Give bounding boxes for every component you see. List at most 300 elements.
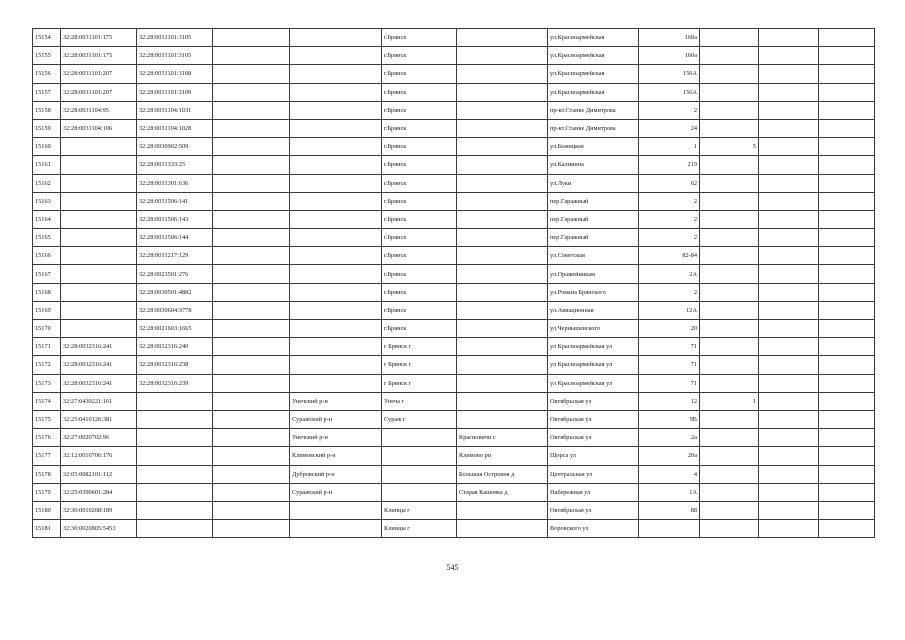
cell-row-number: 15159	[33, 119, 61, 137]
cell-settlement	[457, 410, 548, 428]
cell-settlement	[457, 229, 548, 247]
cell-row-number: 15181	[33, 520, 61, 538]
cell-column-12	[819, 192, 875, 210]
cell-building-number: 1	[700, 392, 759, 410]
cell-cadastral-number-object: 32:28:0031506:143	[137, 210, 213, 228]
cell-street: Набережная ул	[548, 483, 639, 501]
cell-settlement	[457, 520, 548, 538]
cell-column-4	[213, 301, 290, 319]
cell-city	[382, 483, 457, 501]
cell-row-number: 15156	[33, 65, 61, 83]
cell-column-11	[759, 119, 819, 137]
cell-street: пер.Гаражный	[548, 192, 639, 210]
cell-city: г Брянск г	[382, 356, 457, 374]
cell-house-number: 156А	[639, 83, 700, 101]
cell-district	[290, 356, 382, 374]
cell-column-11	[759, 156, 819, 174]
cell-row-number: 15167	[33, 265, 61, 283]
cell-city: г.Брянск	[382, 192, 457, 210]
cell-column-12	[819, 83, 875, 101]
cell-column-12	[819, 356, 875, 374]
cell-street: ул.Оражейникам	[548, 265, 639, 283]
cell-cadastral-number-object: 32:28:0030902:509	[137, 138, 213, 156]
cell-cadastral-number-object: 32:28:0031101:3109	[137, 83, 213, 101]
cell-house-number: 2	[639, 101, 700, 119]
cell-street: ул.Калинина	[548, 156, 639, 174]
cell-cadastral-number-parcel	[61, 320, 137, 338]
cell-column-4	[213, 465, 290, 483]
cell-row-number: 15168	[33, 283, 61, 301]
cell-cadastral-number-parcel: 32:05:0082101:112	[61, 465, 137, 483]
cell-column-12	[819, 320, 875, 338]
cell-district	[290, 520, 382, 538]
cell-column-12	[819, 210, 875, 228]
cell-district: Климовский р-н	[290, 447, 382, 465]
cell-city: г.Брянск	[382, 320, 457, 338]
cell-cadastral-number-object	[137, 392, 213, 410]
cell-column-12	[819, 265, 875, 283]
cell-cadastral-number-object: 32:28:0030604:3778	[137, 301, 213, 319]
cell-city: г.Брянск	[382, 47, 457, 65]
cell-column-11	[759, 410, 819, 428]
cell-column-11	[759, 29, 819, 47]
cell-row-number: 15155	[33, 47, 61, 65]
cell-row-number: 15172	[33, 356, 61, 374]
cell-house-number: 9В	[639, 410, 700, 428]
cell-house-number: 20	[639, 320, 700, 338]
cell-city: Клинцы г	[382, 501, 457, 519]
cell-column-4	[213, 83, 290, 101]
cell-row-number: 15157	[33, 83, 61, 101]
cell-cadastral-number-parcel: 32:28:0032316:241	[61, 338, 137, 356]
cell-column-12	[819, 501, 875, 519]
cell-building-number	[700, 465, 759, 483]
cell-house-number: 1А	[639, 483, 700, 501]
cell-house-number: 156А	[639, 65, 700, 83]
cell-house-number: 219	[639, 156, 700, 174]
cell-cadastral-number-parcel: 32:25:0410126:381	[61, 410, 137, 428]
cell-column-11	[759, 229, 819, 247]
cell-column-12	[819, 29, 875, 47]
cell-column-11	[759, 65, 819, 83]
cell-column-11	[759, 101, 819, 119]
cell-column-12	[819, 374, 875, 392]
cell-column-4	[213, 65, 290, 83]
cell-cadastral-number-object	[137, 429, 213, 447]
cell-cadastral-number-object: 32:28:0021603:1665	[137, 320, 213, 338]
cell-cadastral-number-parcel: 32:28:0031104:95	[61, 101, 137, 119]
cell-column-11	[759, 356, 819, 374]
cell-column-12	[819, 392, 875, 410]
table-row	[33, 47, 875, 65]
cell-street: ул.Луки	[548, 174, 639, 192]
cell-column-4	[213, 229, 290, 247]
cell-column-11	[759, 301, 819, 319]
table-row	[33, 119, 875, 137]
cell-house-number: 2	[639, 229, 700, 247]
cell-city	[382, 465, 457, 483]
cell-cadastral-number-object	[137, 483, 213, 501]
cell-district: Унечский р-н	[290, 429, 382, 447]
table-row	[33, 338, 875, 356]
cell-row-number: 15161	[33, 156, 61, 174]
cell-house-number: 82-84	[639, 247, 700, 265]
cell-settlement	[457, 65, 548, 83]
cell-district	[290, 320, 382, 338]
cell-cadastral-number-object: 32:28:0031506:141	[137, 192, 213, 210]
cell-city: г.Брянск	[382, 156, 457, 174]
cell-district	[290, 174, 382, 192]
cell-column-11	[759, 174, 819, 192]
table-row	[33, 156, 875, 174]
cell-building-number	[700, 29, 759, 47]
cell-street: ул.Чернышевского	[548, 320, 639, 338]
cell-settlement	[457, 338, 548, 356]
cell-cadastral-number-object: 32:28:0031301:636	[137, 174, 213, 192]
cell-district	[290, 192, 382, 210]
cell-city: г.Брянск	[382, 247, 457, 265]
cell-street: ул.Красноармейская	[548, 83, 639, 101]
cell-house-number: 2	[639, 283, 700, 301]
cell-cadastral-number-parcel: 32:30:0020805:5453	[61, 520, 137, 538]
cell-settlement	[457, 356, 548, 374]
cell-street: Октябрьская ул	[548, 501, 639, 519]
cell-building-number	[700, 483, 759, 501]
cell-building-number	[700, 374, 759, 392]
cell-house-number: 4	[639, 465, 700, 483]
cell-cadastral-number-object: 32:28:0031101:3108	[137, 65, 213, 83]
cell-column-12	[819, 410, 875, 428]
cell-row-number: 15175	[33, 410, 61, 428]
cell-settlement	[457, 47, 548, 65]
cell-cadastral-number-parcel: 32:28:0031101:175	[61, 47, 137, 65]
cell-row-number: 15166	[33, 247, 61, 265]
cell-district	[290, 265, 382, 283]
cell-cadastral-number-parcel: 32:27:0430221:161	[61, 392, 137, 410]
cell-street: ул.Бежицкая	[548, 138, 639, 156]
cell-district	[290, 29, 382, 47]
cell-cadastral-number-parcel	[61, 283, 137, 301]
cell-column-4	[213, 356, 290, 374]
table-row	[33, 410, 875, 428]
cell-settlement	[457, 247, 548, 265]
cell-column-4	[213, 174, 290, 192]
cell-city: г.Брянск	[382, 283, 457, 301]
cell-city: Сураж г	[382, 410, 457, 428]
table-row	[33, 283, 875, 301]
cell-house-number: 12А	[639, 301, 700, 319]
cell-settlement	[457, 392, 548, 410]
cell-cadastral-number-object	[137, 501, 213, 519]
cell-building-number	[700, 156, 759, 174]
cell-settlement	[457, 283, 548, 301]
cell-street: пр-кт.Станке Димитрова	[548, 119, 639, 137]
cell-street: пер.Гаражный	[548, 229, 639, 247]
cell-cadastral-number-parcel	[61, 210, 137, 228]
cell-column-4	[213, 447, 290, 465]
cell-cadastral-number-parcel	[61, 156, 137, 174]
cell-cadastral-number-object: 32:28:0031333:25	[137, 156, 213, 174]
cell-column-4	[213, 138, 290, 156]
cell-city	[382, 429, 457, 447]
cell-column-12	[819, 283, 875, 301]
cell-district	[290, 301, 382, 319]
cell-row-number: 15164	[33, 210, 61, 228]
cell-house-number: 1	[639, 138, 700, 156]
cell-district	[290, 47, 382, 65]
cell-district	[290, 338, 382, 356]
cell-street: Центральная ул	[548, 465, 639, 483]
cell-house-number: 71	[639, 374, 700, 392]
cell-cadastral-number-object: 32:28:0031104:1028	[137, 119, 213, 137]
cell-house-number	[639, 520, 700, 538]
cell-district	[290, 83, 382, 101]
cell-district: Дубровский р-н	[290, 465, 382, 483]
table-row	[33, 301, 875, 319]
cell-settlement	[457, 101, 548, 119]
cell-column-4	[213, 410, 290, 428]
cell-street: Октябрьская ул	[548, 392, 639, 410]
cell-settlement	[457, 156, 548, 174]
cell-column-4	[213, 192, 290, 210]
cell-city: г.Брянск	[382, 174, 457, 192]
cell-building-number	[700, 301, 759, 319]
cell-column-11	[759, 265, 819, 283]
cell-district	[290, 119, 382, 137]
cell-settlement	[457, 83, 548, 101]
cell-column-4	[213, 156, 290, 174]
cell-district	[290, 283, 382, 301]
table-row	[33, 447, 875, 465]
cell-column-11	[759, 501, 819, 519]
cell-city: г.Брянск	[382, 119, 457, 137]
cell-cadastral-number-parcel: 32:28:0031101:207	[61, 65, 137, 83]
cell-settlement	[457, 320, 548, 338]
cell-district	[290, 156, 382, 174]
table-body	[33, 29, 875, 538]
cell-city: г.Брянск	[382, 138, 457, 156]
cell-district: Суражский р-н	[290, 483, 382, 501]
cell-building-number	[700, 65, 759, 83]
cell-column-11	[759, 374, 819, 392]
cell-street: пер.Гаражный	[548, 210, 639, 228]
cell-column-12	[819, 101, 875, 119]
cell-column-4	[213, 29, 290, 47]
cell-house-number: 2	[639, 192, 700, 210]
cell-column-12	[819, 138, 875, 156]
cell-city: г Брянск г	[382, 338, 457, 356]
cell-building-number	[700, 119, 759, 137]
table-row	[33, 501, 875, 519]
cell-cadastral-number-parcel: 32:30:0010208:189	[61, 501, 137, 519]
cell-building-number	[700, 501, 759, 519]
cell-cadastral-number-object: 32:28:0030501:4882	[137, 283, 213, 301]
cell-cadastral-number-parcel	[61, 301, 137, 319]
cell-city	[382, 447, 457, 465]
cell-cadastral-number-object: 32:28:0031217:129	[137, 247, 213, 265]
cell-cadastral-number-object: 32:28:0032316:239	[137, 374, 213, 392]
cell-city: Клинцы г	[382, 520, 457, 538]
cell-city: Унеча г	[382, 392, 457, 410]
cell-settlement	[457, 501, 548, 519]
cell-cadastral-number-object: 32:28:0031104:1031	[137, 101, 213, 119]
table-row	[33, 174, 875, 192]
cell-district	[290, 247, 382, 265]
cell-column-4	[213, 392, 290, 410]
registry-table	[32, 28, 875, 538]
cell-cadastral-number-parcel: 32:28:0031101:207	[61, 83, 137, 101]
cell-column-12	[819, 174, 875, 192]
cell-house-number: 2	[639, 210, 700, 228]
cell-city: г.Брянск	[382, 265, 457, 283]
cell-settlement: Красновичи с	[457, 429, 548, 447]
cell-district	[290, 101, 382, 119]
cell-building-number	[700, 520, 759, 538]
cell-house-number: 20а	[639, 447, 700, 465]
cell-cadastral-number-object	[137, 465, 213, 483]
cell-cadastral-number-parcel	[61, 174, 137, 192]
cell-street: ул.Авиационная	[548, 301, 639, 319]
cell-column-11	[759, 447, 819, 465]
cell-row-number: 15178	[33, 465, 61, 483]
cell-building-number	[700, 429, 759, 447]
cell-cadastral-number-object: 32:28:0031506:144	[137, 229, 213, 247]
cell-cadastral-number-parcel	[61, 138, 137, 156]
cell-column-12	[819, 520, 875, 538]
cell-row-number: 15171	[33, 338, 61, 356]
table-row	[33, 101, 875, 119]
cell-cadastral-number-object: 32:28:0023501:276	[137, 265, 213, 283]
cell-column-12	[819, 483, 875, 501]
cell-district	[290, 374, 382, 392]
cell-cadastral-number-object: 32:28:0031101:3105	[137, 29, 213, 47]
cell-district: Суражский р-н	[290, 410, 382, 428]
cell-row-number: 15179	[33, 483, 61, 501]
cell-column-11	[759, 483, 819, 501]
cell-column-4	[213, 265, 290, 283]
cell-column-12	[819, 429, 875, 447]
cell-column-11	[759, 210, 819, 228]
cell-settlement	[457, 138, 548, 156]
cell-cadastral-number-object: 32:28:0031101:3105	[137, 47, 213, 65]
cell-cadastral-number-parcel	[61, 229, 137, 247]
cell-house-number: 160а	[639, 47, 700, 65]
cell-building-number	[700, 210, 759, 228]
cell-row-number: 15160	[33, 138, 61, 156]
cell-house-number: 62	[639, 174, 700, 192]
cell-street: ул.Красноармейская	[548, 65, 639, 83]
cell-cadastral-number-parcel: 32:12:0010706:176	[61, 447, 137, 465]
cell-row-number: 15154	[33, 29, 61, 47]
cell-street: ул.Красноармейская	[548, 47, 639, 65]
cell-column-4	[213, 501, 290, 519]
cell-house-number: 88	[639, 501, 700, 519]
cell-column-12	[819, 447, 875, 465]
cell-cadastral-number-parcel	[61, 265, 137, 283]
cell-city: г.Брянск	[382, 229, 457, 247]
table-row	[33, 247, 875, 265]
table-row	[33, 356, 875, 374]
table-row	[33, 392, 875, 410]
cell-column-4	[213, 338, 290, 356]
cell-city: г.Брянск	[382, 65, 457, 83]
cell-city: г.Брянск	[382, 301, 457, 319]
cell-column-12	[819, 47, 875, 65]
cell-settlement	[457, 174, 548, 192]
table-row	[33, 210, 875, 228]
cell-city: г.Брянск	[382, 29, 457, 47]
cell-row-number: 15158	[33, 101, 61, 119]
cell-street: Воровского ул	[548, 520, 639, 538]
cell-column-12	[819, 156, 875, 174]
cell-cadastral-number-parcel: 32:25:0390601:284	[61, 483, 137, 501]
cell-column-4	[213, 520, 290, 538]
cell-column-11	[759, 320, 819, 338]
cell-column-12	[819, 301, 875, 319]
cell-house-number: 2а	[639, 429, 700, 447]
cell-street: пр-кт.Станке Димитрова	[548, 101, 639, 119]
cell-cadastral-number-object	[137, 520, 213, 538]
table-row	[33, 320, 875, 338]
cell-building-number	[700, 320, 759, 338]
cell-settlement: Климово рп	[457, 447, 548, 465]
cell-column-12	[819, 65, 875, 83]
table-row	[33, 483, 875, 501]
table-row	[33, 29, 875, 47]
cell-building-number	[700, 229, 759, 247]
cell-cadastral-number-parcel: 32:28:0032316:241	[61, 374, 137, 392]
cell-building-number	[700, 410, 759, 428]
cell-house-number: 71	[639, 338, 700, 356]
cell-cadastral-number-parcel	[61, 247, 137, 265]
cell-column-11	[759, 338, 819, 356]
cell-district	[290, 229, 382, 247]
cell-column-11	[759, 465, 819, 483]
cell-settlement	[457, 119, 548, 137]
cell-column-4	[213, 283, 290, 301]
cell-column-12	[819, 229, 875, 247]
table-row	[33, 83, 875, 101]
cell-column-11	[759, 247, 819, 265]
cell-column-11	[759, 138, 819, 156]
cell-row-number: 15177	[33, 447, 61, 465]
cell-column-4	[213, 247, 290, 265]
cell-column-12	[819, 338, 875, 356]
cell-building-number	[700, 174, 759, 192]
cell-column-11	[759, 429, 819, 447]
cell-city: г.Брянск	[382, 210, 457, 228]
cell-column-11	[759, 192, 819, 210]
cell-row-number: 15173	[33, 374, 61, 392]
cell-district: Унечский р-н	[290, 392, 382, 410]
cell-city: г.Брянск	[382, 101, 457, 119]
cell-row-number: 15169	[33, 301, 61, 319]
cell-row-number: 15170	[33, 320, 61, 338]
cell-cadastral-number-parcel	[61, 192, 137, 210]
cell-building-number	[700, 447, 759, 465]
table-row	[33, 229, 875, 247]
table-row	[33, 265, 875, 283]
cell-building-number	[700, 356, 759, 374]
cell-cadastral-number-parcel: 32:28:0031104:106	[61, 119, 137, 137]
cell-column-11	[759, 47, 819, 65]
cell-column-11	[759, 520, 819, 538]
cell-building-number	[700, 265, 759, 283]
cell-cadastral-number-parcel: 32:28:0031101:175	[61, 29, 137, 47]
cell-street: ул Красноармейская ул	[548, 356, 639, 374]
cell-column-4	[213, 101, 290, 119]
cell-cadastral-number-object	[137, 447, 213, 465]
